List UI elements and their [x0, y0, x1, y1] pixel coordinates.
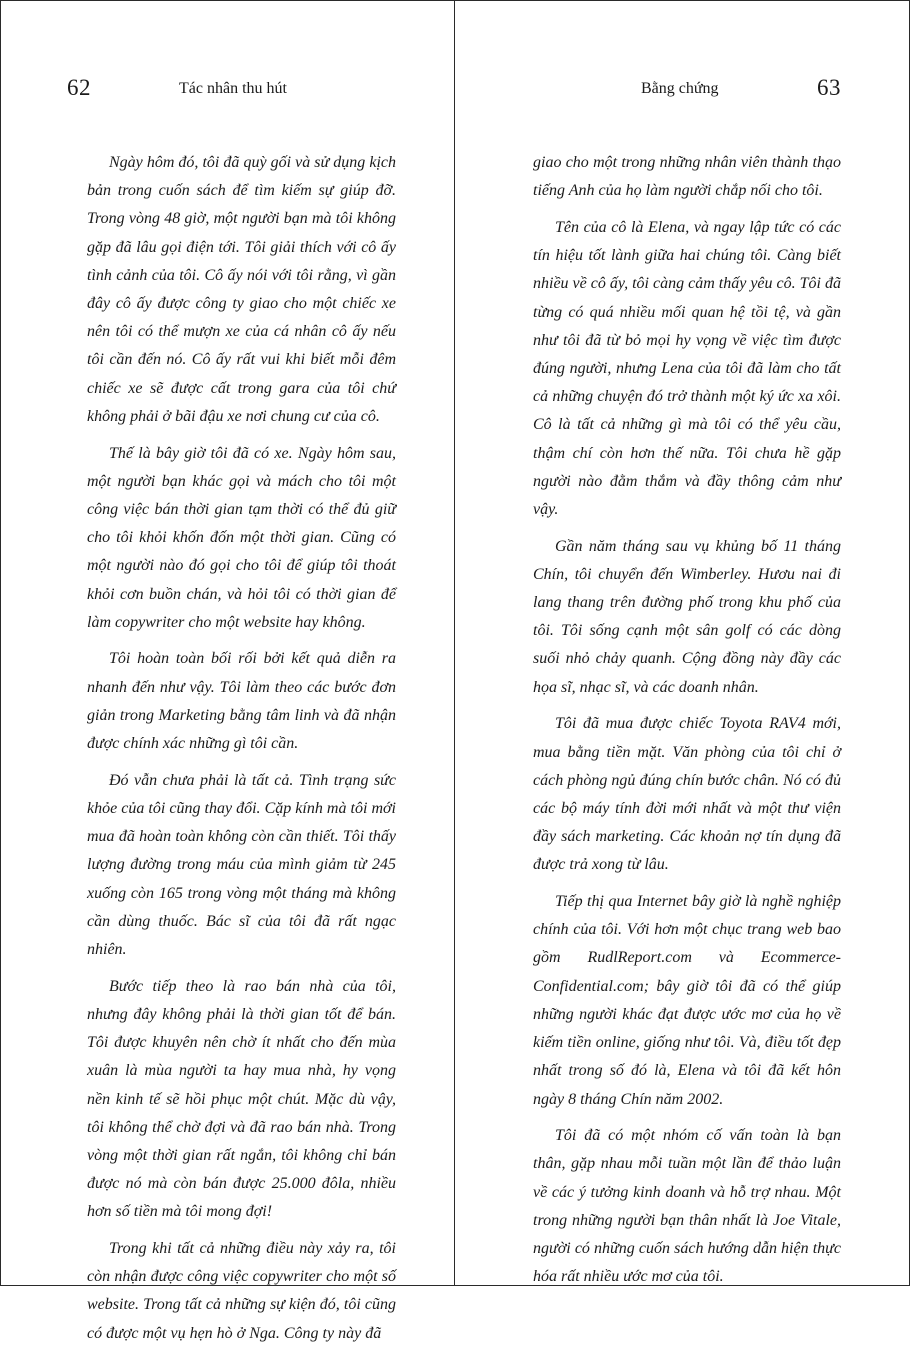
- paragraph: Tôi đã mua được chiếc Toyota RAV4 mới, mua bằng tiền mặt. Văn phòng của tôi chỉ ở cách phòng ngủ đúng chín bước chân. Nó có đủ các bộ máy tính đời mới nhất và một thư viện đầy sách marketing. Các khoản nợ tín dụng đã được trả xong từ lâu.: [533, 715, 841, 874]
- left-page-body: [87, 149, 396, 1356]
- paragraph: Gần năm tháng sau vụ khủng bố 11 tháng Chín, tôi chuyển đến Wimberley. Hươu nai đi lang thang trên đường phố trong khu phố của tôi. Tôi sống cạnh một sân golf có các dòng suối nhỏ chảy quanh. Cộng đồng này đầy các họa sĩ, nhạc sĩ, và các doanh nhân.: [533, 537, 841, 696]
- paragraph-continuation: giao cho một trong những nhân viên thành thạo tiếng Anh của họ làm người chắp nối cho tôi.: [533, 154, 841, 200]
- right-page: [455, 1, 909, 1285]
- paragraph: Tiếp thị qua Internet bây giờ là nghề nghiệp chính của tôi. Với hơn một chục trang web bao gồm RudlReport.com và Ecommerce-Confidential.com; bây giờ tôi đã có thể giúp những người khác đạt được ước mơ của họ về kiếm tiền online, giống như tôi. Và, điều tốt đẹp nhất trong số đó là, Elena và tôi đã kết hôn ngày 8 tháng Chín năm 2002.: [533, 893, 841, 1108]
- paragraph: Ngày hôm đó, tôi đã quỳ gối và sử dụng kịch bản trong cuốn sách để tìm kiếm sự giúp đỡ. Trong vòng 48 giờ, một người bạn mà tôi không gặp đã lâu gọi điện tới. Tôi giải thích với cô ấy tình cảnh của tôi. Cô ấy nói với tôi rằng, vì gần đây cô ấy được công ty giao cho một chiếc xe nên tôi có thể mượn xe của cá nhân cô ấy nếu tôi cần đến nó. Cô ấy rất vui khi biết mỗi đêm chiếc xe sẽ được cất trong gara của tôi chứ không phải ở bãi đậu xe nơi chung cư của cô.: [87, 154, 396, 425]
- paragraph: Tên của cô là Elena, và ngay lập tức có các tín hiệu tốt lành giữa hai chúng tôi. Càng biết nhiều về cô ấy, tôi càng cảm thấy yêu cô. Tôi đã từng có quá nhiều mối quan hệ tồi tệ, và gần như tôi đã từ bỏ mọi hy vọng về việc tìm được đúng người, nhưng Lena của tôi đã làm cho tất cả những chuyện đó trở thành một ký ức xa xôi. Cô là tất cả những gì mà tôi có thể yêu cầu, thậm chí còn hơn thế nữa. Tôi chưa hề gặp người nào đằm thắm và đầy thông cảm như vậy.: [533, 218, 841, 518]
- paragraph: Trong khi tất cả những điều này xảy ra, tôi còn nhận được công việc copywriter cho một số website. Trong tất cả những sự kiện đó, tôi cũng có được một vụ hẹn hò ở Nga. Công ty này đã: [87, 1240, 396, 1342]
- paragraph: Thế là bây giờ tôi đã có xe. Ngày hôm sau, một người bạn khác gọi và mách cho tôi một công việc bán thời gian tạm thời có thể đủ giữ cho tôi khỏi khốn đốn một thời gian. Cũng có một người nào đó gọi cho tôi để giúp tôi thoát khỏi cơn buồn chán, và hỏi tôi có thời gian để làm copywriter cho một website hay không.: [87, 444, 396, 631]
- paragraph: Tôi đã có một nhóm cố vấn toàn là bạn thân, gặp nhau mỗi tuần một lần để thảo luận về các ý tưởng kinh doanh và hỗ trợ nhau. Một trong những người bạn thân nhất là Joe Vitale, người có những cuốn sách hướng dẫn hiện thực hóa rất nhiều ước mơ của tôi.: [533, 1127, 841, 1286]
- paragraph: Bước tiếp theo là rao bán nhà của tôi, nhưng đây không phải là thời gian tốt để bán. Tôi được khuyên nên chờ ít nhất cho đến mùa xuân là mùa người ta hay mua nhà, hy vọng nền kinh tế sẽ hồi phục một chút. Mặc dù vậy, tôi không thể chờ đợi và đã rao bán nhà. Trong vòng một thời gian rất ngắn, tôi không chỉ bán được nó mà còn bán được 25.000 đôla, nhiều hơn số tiền mà tôi mong đợi!: [87, 977, 396, 1221]
- paragraph: Đó vẫn chưa phải là tất cả. Tình trạng sức khỏe của tôi cũng thay đổi. Cặp kính mà tôi mới mua đã hoàn toàn không còn cần thiết. Tôi thấy lượng đường trong máu của mình giảm từ 245 xuống còn 165 trong vòng một tháng mà không cần dùng thuốc. Bác sĩ của tôi đã rất ngạc nhiên.: [87, 771, 396, 958]
- right-page-body: [533, 149, 841, 1300]
- running-title: Bằng chứng: [641, 80, 719, 97]
- left-page-header: [1, 75, 454, 105]
- page-number: 63: [817, 75, 841, 100]
- running-title: Tác nhân thu hút: [179, 80, 287, 97]
- paragraph: Tôi hoàn toàn bối rối bởi kết quả diễn ra nhanh đến như vậy. Tôi làm theo các bước đơn giản trong Marketing bằng tâm linh và đã nhận được chính xác những gì tôi cần.: [87, 650, 396, 753]
- page-number: 62: [67, 75, 91, 100]
- right-page-header: [455, 75, 909, 105]
- left-page: [1, 1, 455, 1342]
